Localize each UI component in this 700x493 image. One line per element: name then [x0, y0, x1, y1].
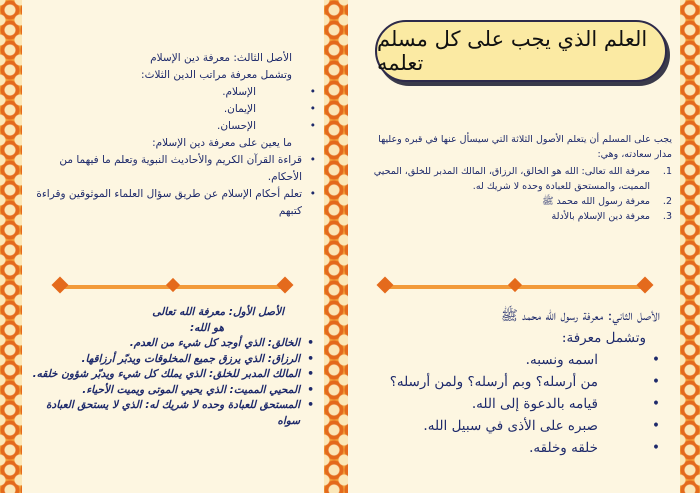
left-border-pattern [0, 0, 22, 493]
list-item: • المحيي المميت: الذي يحيي الموتى ويميت الأحياء. [30, 383, 314, 399]
levels-list [30, 84, 316, 135]
list-item: • تعلم أحكام الإسلام عن طريق سؤال العلماء الموثوقين وقراءة كتبهم [30, 186, 316, 220]
list-item: • الإسلام. [30, 84, 316, 101]
intro-section [360, 132, 672, 224]
list-item: • صبره على الأذى في سبيل الله. [360, 415, 660, 437]
list-item: • الإيمان. [30, 101, 316, 118]
list-item: • خلقه وخلقه. [360, 437, 660, 459]
third-principle-section [30, 50, 316, 220]
page-title: العلم الذي يجب على كل مسلم تعلمه [375, 20, 667, 82]
second-principle-heading: الأصل الثاني: معرفة رسول الله محمد ﷺ [500, 308, 660, 324]
middle-border-pattern [324, 0, 348, 493]
helpers-list [30, 152, 316, 220]
first-principle-sub: هو الله: [189, 321, 224, 334]
list-item: 1. معرفة الله تعالى: الله هو الخالق، الرزاق، المالك المدبر للخلق، المحيي المميت، والمستحق للعبادة وحده لا شريك له. [373, 166, 672, 192]
third-principle-sub: وتشمل معرفة مراتب الدين الثلاث: [141, 69, 292, 81]
helpers-heading: ما يعين على معرفة دين الإسلام: [152, 137, 292, 149]
list-item: • الرزاق: الذي يرزق جميع المخلوقات ويدبّر أرزاقها. [30, 352, 314, 368]
first-principle-heading: الأصل الأول: معرفة الله تعالى [152, 306, 284, 318]
left-divider [60, 285, 285, 289]
list-item: • المستحق للعبادة وحده لا شريك له: الذي لا يستحق العبادة سواه [30, 398, 314, 429]
right-border-pattern [680, 0, 700, 493]
list-item: • من أرسله؟ وبم أرسله؟ ولمن أرسله؟ [360, 371, 660, 393]
list-item: • قيامه بالدعوة إلى الله. [360, 393, 660, 415]
list-item: • اسمه ونسبه. [360, 349, 660, 371]
list-item: • قراءة القرآن الكريم والأحاديث النبوية وتعلم ما فيهما من الأحكام. [30, 152, 316, 186]
first-principle-section [30, 305, 314, 429]
third-principle-heading: الأصل الثالث: معرفة دين الإسلام [150, 52, 292, 64]
intro-text: يجب على المسلم أن يتعلم الأصول الثلاثة التي سيسأل عنها في قبره وعليها مدار سعادته، وهي: [378, 134, 672, 160]
prophet-knowledge-list [360, 349, 660, 459]
right-divider [385, 285, 645, 289]
intro-list [360, 164, 672, 224]
list-item: 2. معرفة رسول الله محمد ﷺ [542, 196, 672, 207]
list-item: • الخالق: الذي أوجد كل شيء من العدم. [30, 336, 314, 352]
list-item: 3. معرفة دين الإسلام بالأدلة [551, 211, 672, 222]
second-principle-sub: وتشمل معرفة: [561, 330, 646, 346]
second-principle-section [360, 305, 660, 459]
list-item: • الإحسان. [30, 118, 316, 135]
list-item: • المالك المدبر للخلق: الذي يملك كل شيء ويدبّر شؤون خلقه. [30, 367, 314, 383]
attributes-list [30, 336, 314, 429]
